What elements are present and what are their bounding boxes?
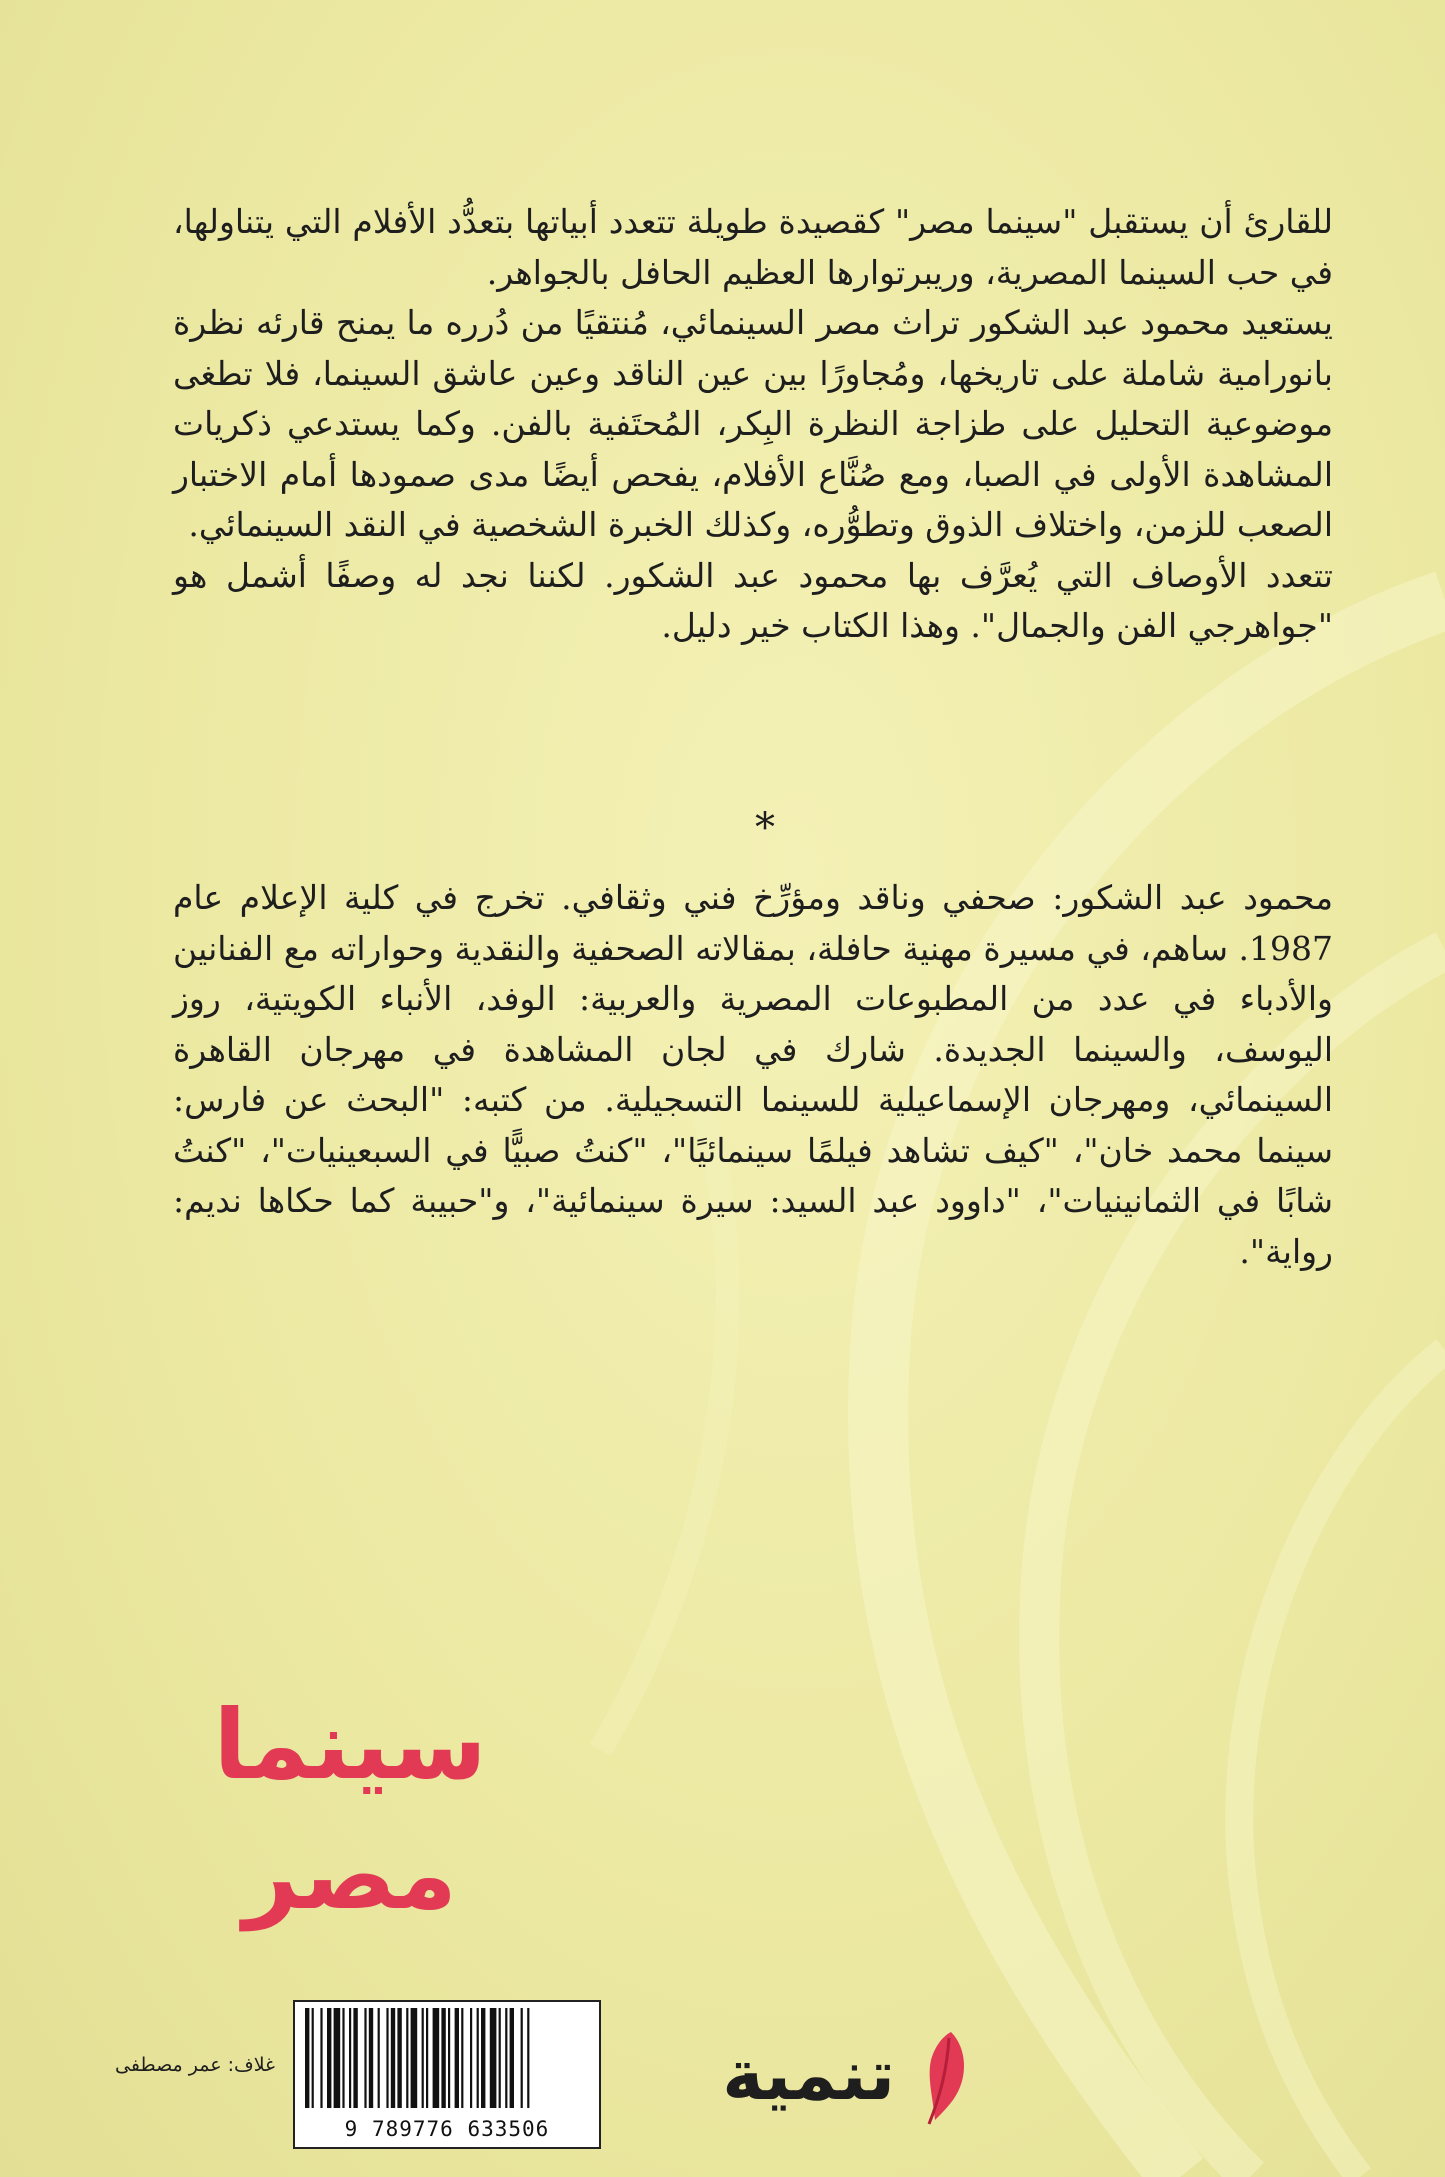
blurb-section <box>173 197 1333 652</box>
publisher-name: تنمية <box>722 2034 895 2116</box>
blurb-paragraph-2: يستعيد محمود عبد الشكور تراث مصر السينمائي، مُنتقيًا من دُرره ما يمنح قارئه نظرة بانورامية شاملة على تاريخها، ومُجاورًا بين عين الناقد وعين عاشق السينما، فلا تطغى موضوعية التحليل على طزاجة النظرة البِكر، المُحتَفية بالفن. وكما يستدعي ذكريات المشاهدة الأولى في الصبا، ومع صُنَّاع الأفلام، يفحص أيضًا مدى صمودها أمام الاختبار الصعب للزمن، واختلاف الذوق وتطوُّره، وكذلك الخبرة الشخصية في النقد السينمائي. <box>173 303 1333 544</box>
feather-icon <box>913 2028 975 2128</box>
cover-design-credit: غلاف: عمر مصطفى <box>115 2054 275 2076</box>
publisher-logo <box>635 2020 975 2130</box>
isbn-barcode <box>293 2000 601 2149</box>
isbn-number: 9 789776 633506 <box>344 2117 550 2141</box>
blurb-paragraph-1: للقارئ أن يستقبل "سينما مصر" كقصيدة طويلة تتعدد أبياتها بتعدُّد الأفلام التي يتناولها، في حب السينما المصرية، وريبرتوارها العظيم الحافل بالجواهر. <box>173 202 1333 292</box>
author-bio-section <box>173 873 1333 1277</box>
section-separator: * <box>755 805 775 851</box>
author-bio: محمود عبد الشكور: صحفي وناقد ومؤرِّخ فني وثقافي. تخرج في كلية الإعلام عام 1987. ساهم، في مسيرة مهنية حافلة، بمقالاته الصحفية والنقدية وحواراته مع الفنانين والأدباء في عدد من المطبوعات المصرية والعربية: الوفد، الأنباء الكويتية، روز اليوسف، والسينما الجديدة. شارك في لجان المشاهدة في مهرجان القاهرة السينمائي، ومهرجان الإسماعيلية للسينما التسجيلية. من كتبه: "البحث عن فارس: سينما محمد خان"، "كيف تشاهد فيلمًا سينمائيًا"، "كنتُ صبيًّا في السبعينيات"، "كنتُ شابًا في الثمانينيات"، "داوود عبد السيد: سيرة سينمائية"، و"حبيبة كما حكاها نديم: رواية". <box>173 878 1333 1271</box>
blurb-paragraph-3: تتعدد الأوصاف التي يُعرَّف بها محمود عبد الشكور. لكننا نجد له وصفًا أشمل هو "جواهرجي الفن والجمال". وهذا الكتاب خير دليل. <box>173 555 1333 645</box>
barcode-bars <box>305 2008 589 2108</box>
book-title-logo: سينما مصر <box>213 1689 487 1931</box>
